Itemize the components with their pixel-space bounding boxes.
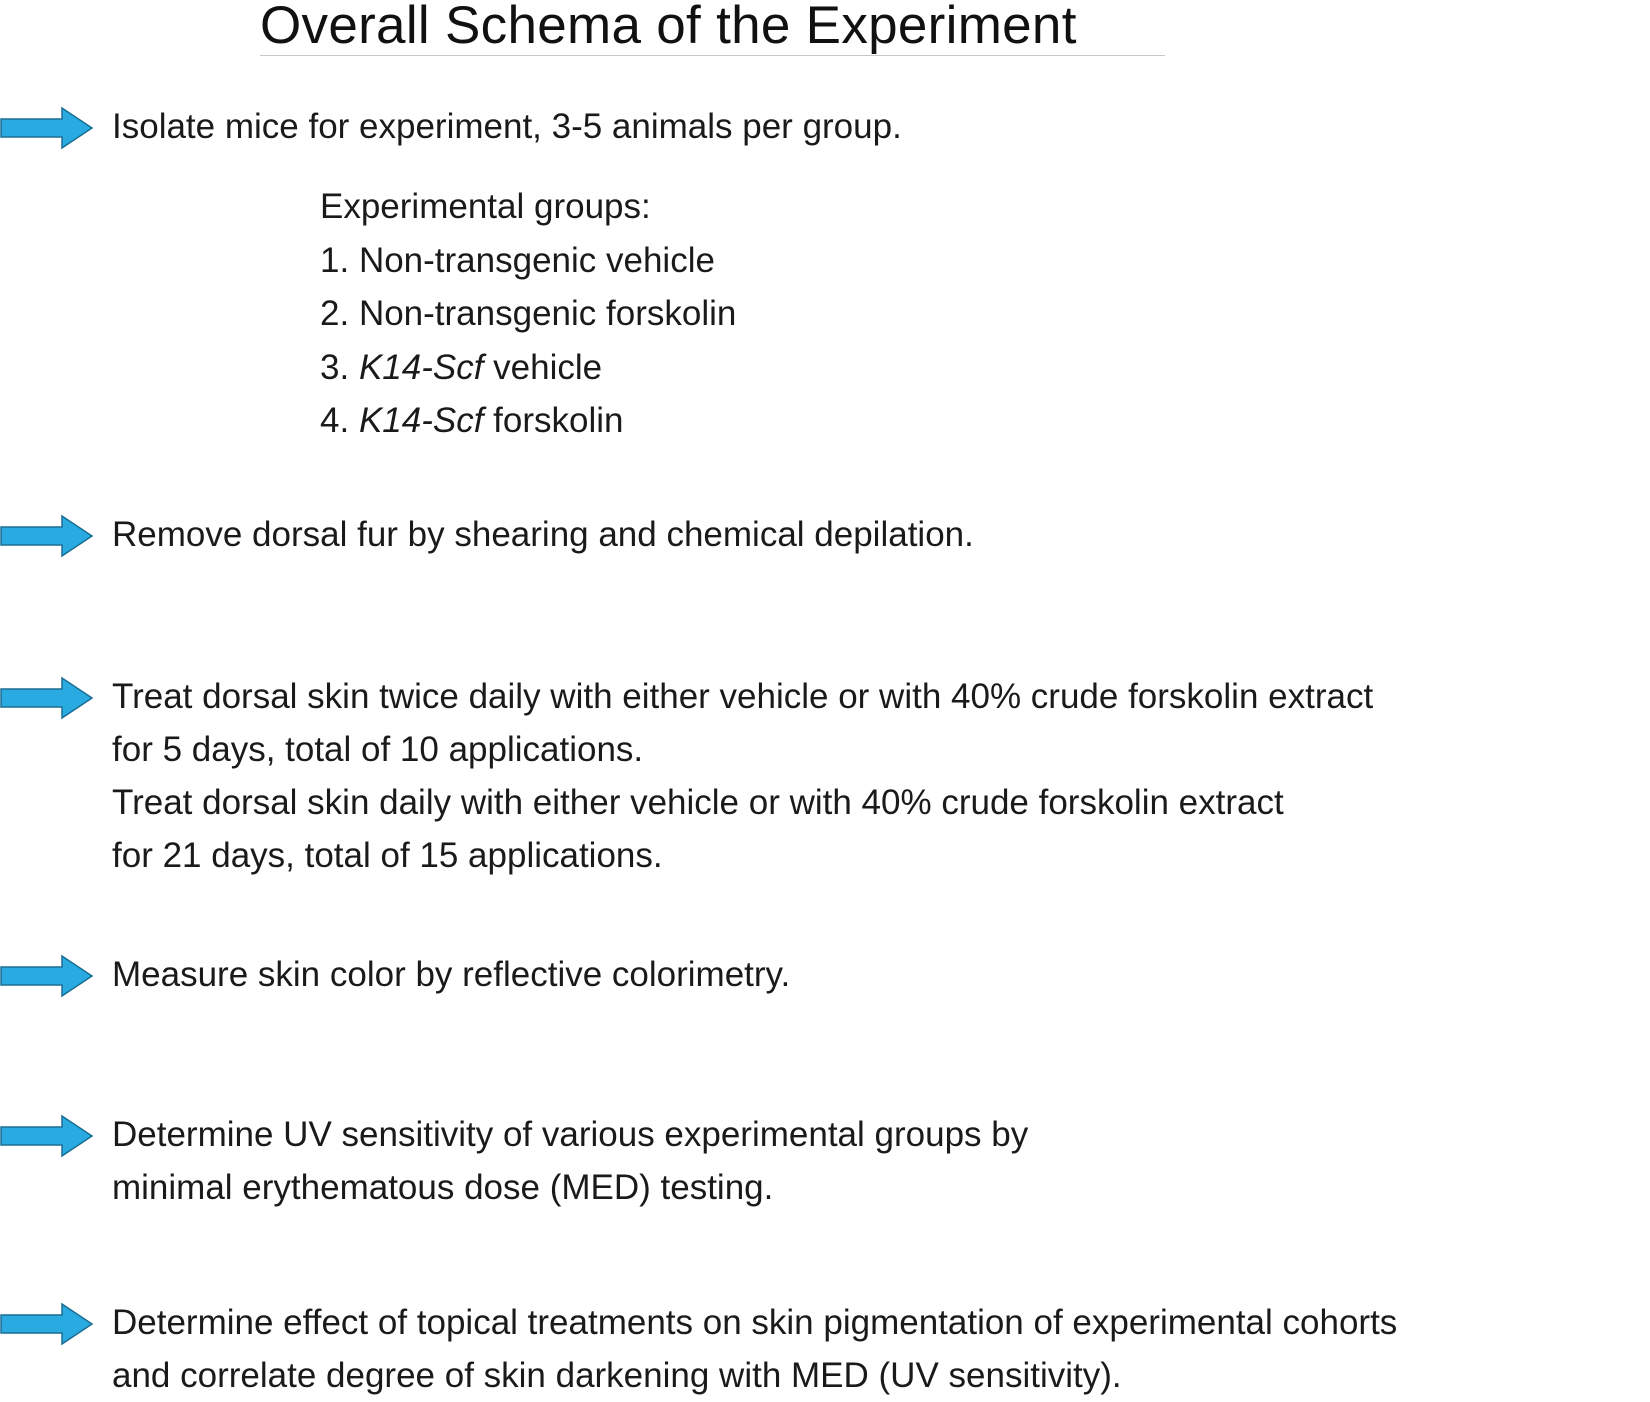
group-number: 3.	[320, 347, 350, 387]
step-line: Isolate mice for experiment, 3-5 animals per group.	[112, 107, 902, 146]
right-arrow-icon	[0, 954, 94, 998]
step-line: Determine UV sensitivity of various experimental groups by	[112, 1115, 1029, 1154]
group-item-4	[320, 394, 736, 448]
group-item-3	[320, 341, 736, 395]
right-arrow-icon	[0, 106, 94, 150]
right-arrow-icon	[0, 1302, 94, 1346]
group-gene: K14-Scf	[358, 401, 484, 440]
step-line: Measure skin color by reflective colorimetry.	[112, 955, 791, 994]
group-gene: K14-Scf	[358, 347, 484, 387]
group-label: vehicle	[493, 347, 603, 387]
group-number: 2.	[320, 294, 350, 333]
right-arrow-icon	[0, 514, 94, 558]
step-line: Remove dorsal fur by shearing and chemical depilation.	[112, 515, 974, 554]
experimental-groups	[320, 180, 736, 448]
group-label: Non-transgenic forskolin	[358, 294, 737, 333]
step-text	[112, 670, 1373, 882]
step-text	[112, 1296, 1397, 1402]
step-text	[112, 1108, 1028, 1214]
step-text	[112, 948, 790, 1001]
group-number: 1.	[320, 240, 350, 280]
right-arrow-icon	[0, 1114, 94, 1158]
step-line: Treat dorsal skin daily with either vehicle or with 40% crude forskolin extract	[112, 783, 1284, 822]
right-arrow-icon	[0, 676, 94, 720]
step-line: for 5 days, total of 10 applications.	[112, 730, 644, 769]
step-line: Determine effect of topical treatments on skin pigmentation of experimental cohorts	[112, 1303, 1398, 1342]
diagram-title: Overall Schema of the Experiment	[260, 0, 1165, 56]
step-line: and correlate degree of skin darkening with MED (UV sensitivity).	[112, 1356, 1122, 1395]
step-text	[112, 508, 974, 561]
group-number: 4.	[320, 401, 350, 440]
group-item-1	[320, 234, 736, 288]
step-text	[112, 100, 902, 153]
step-line: Treat dorsal skin twice daily with either vehicle or with 40% crude forskolin extract	[112, 677, 1374, 716]
group-label: forskolin	[493, 401, 624, 440]
step-line: minimal erythematous dose (MED) testing.	[112, 1168, 774, 1207]
group-label: Non-transgenic vehicle	[358, 240, 715, 280]
group-item-2	[320, 287, 736, 341]
step-line: for 21 days, total of 15 applications.	[112, 836, 663, 875]
groups-heading: Experimental groups:	[320, 187, 651, 226]
